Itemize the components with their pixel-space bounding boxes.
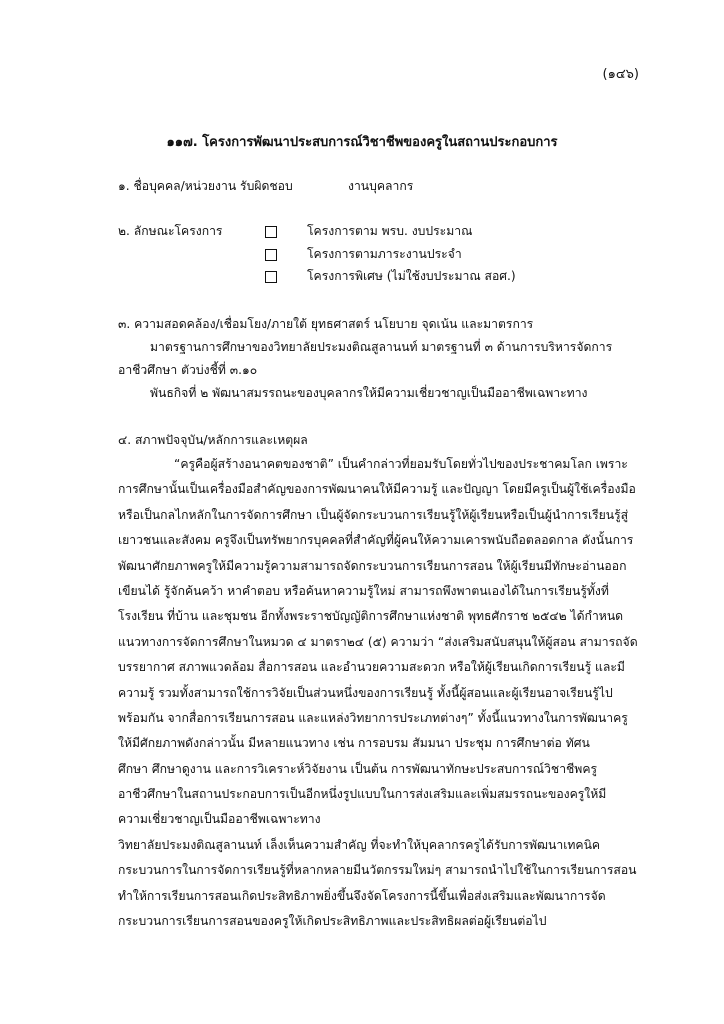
paragraph-line: เขียนได้ รู้จักค้นคว้า หาคำตอบ หรือค้นหาความรู้ใหม่ สามารถพึงพาตนเองได้ในการเรียนรู้ทั้งที่ [118, 583, 609, 598]
section-3-line-3: พันธกิจที่ ๒ พัฒนาสมรรถนะของบุคลากรให้มีความเชี่ยวชาญเป็นมืออาชีพเฉพาะทาง [150, 386, 588, 400]
paragraph-line: เยาวชนและสังคม ครูจึงเป็นทรัพยากรบุคคลที่สำคัญที่ผู้คนให้ความเคารพนับถือตลอดกาล ดังนั้นการ [118, 533, 634, 548]
section-2-label: ๒. ลักษณะโครงการ [118, 224, 223, 238]
paragraph-line: อาชีวศึกษาในสถานประกอบการเป็นอีกหนึ่งรูปแบบในการส่งเสริมและเพิ่มสมรรถนะของครูให้มี [118, 787, 607, 802]
paragraph-line: การศึกษานั้นเป็นเครื่องมือสำคัญของการพัฒนาคนให้มีความรู้ และปัญญา โดยมีครูเป็นผู้ใช้เครื่องมือ [118, 482, 636, 497]
section-3-line-2: อาชีวศึกษา ตัวบ่งชี้ที่ ๓.๑๐ [118, 363, 258, 377]
checkbox-icon [265, 249, 277, 261]
project-type-option-1 [265, 223, 472, 241]
paragraph-line: แนวทางการจัดการศึกษาในหมวด ๔ มาตรา๒๔ (๕) ความว่า “ส่งเสริมสนับสนุนให้ผู้สอน สามารถจัด [118, 634, 638, 649]
document-title: ๑๑๗. โครงการพัฒนาประสบการณ์วิชาชีพของครูในสถานประกอบการ [166, 135, 558, 150]
paragraph-line: ให้มีศักยภาพดังกล่าวนั้น มีหลายแนวทาง เช่น การอบรม สัมมนา ประชุม การศึกษาต่อ ทัศน [118, 736, 590, 751]
paragraph-line: ทำให้การเรียนการสอนเกิดประสิทธิภาพยิ่งขึ้นจึงจัดโครงการนี้ขึ้นเพื่อส่งเสริมและพัฒนาการจัด [118, 888, 606, 903]
section-1-label: ๑. ชื่อบุคคล/หน่วยงาน รับผิดชอบ [118, 179, 293, 193]
option-label: โครงการตามภาระงานประจำ [307, 247, 462, 261]
paragraph-line: ความรู้ รวมทั้งสามารถใช้การวิจัยเป็นส่วนหนึ่งของการเรียนรู้ ทั้งนี้ผู้สอนและผู้เรียนอาจเรียนรู้ไป [118, 685, 613, 700]
section-3-label: ๓. ความสอดคล้อง/เชื่อมโยง/ภายใต้ ยุทธศาสตร์ นโยบาย จุดเน้น และมาตรการ [118, 317, 534, 331]
project-type-option-3 [265, 268, 516, 286]
section-4-label: ๔. สภาพปัจจุบัน/หลักการและเหตุผล [118, 433, 308, 447]
section-1-value: งานบุคลากร [348, 179, 414, 193]
page-number: (๑๔๖) [602, 67, 639, 82]
paragraph-line: พร้อมกัน จากสื่อการเรียนการสอน และแหล่งวิทยาการประเภทต่างๆ” ทั้งนี้แนวทางในการพัฒนาครู [118, 710, 628, 725]
paragraph-line: “ครูคือผู้สร้างอนาคตของชาติ” เป็นคำกล่าวที่ยอมรับโดยทั่วไปของประชาคมโลก เพราะ [174, 457, 628, 471]
paragraph-line: กระบวนการในการจัดการเรียนรู้ที่หลากหลายมีนวัตกรรมใหม่ๆ สามารถนำไปใช้ในการเรียนการสอน [118, 863, 637, 878]
paragraph-line: ความเชี่ยวชาญเป็นมืออาชีพเฉพาะทาง [118, 812, 321, 827]
rationale-paragraph-2 [118, 833, 637, 935]
paragraph-line: บรรยากาศ สภาพแวดล้อม สื่อการสอน และอำนวยความสะดวก หรือให้ผู้เรียนเกิดการเรียนรู้ และมี [118, 660, 625, 675]
project-type-option-2 [265, 246, 462, 264]
section-3-line-1: มาตรฐานการศึกษาของวิทยาลัยประมงติณสูลานนท์ มาตรฐานที่ ๓ ด้านการบริหารจัดการ [150, 340, 613, 354]
checkbox-icon [265, 226, 277, 238]
paragraph-line: หรือเป็นกลไกหลักในการจัดการศึกษา เป็นผู้จัดกระบวนการเรียนรู้ให้ผู้เรียนหรือเป็นผู้นำการเรียนรู้สู่ [118, 507, 629, 522]
paragraph-line: กระบวนการเรียนการสอนของครูให้เกิดประสิทธิภาพและประสิทธิผลต่อผู้เรียนต่อไป [118, 914, 547, 929]
paragraph-line: วิทยาลัยประมงติณสูลานนท์ เล็งเห็นความสำคัญ ที่จะทำให้บุคลากรครูได้รับการพัฒนาเทคนิค [118, 838, 601, 852]
paragraph-line: พัฒนาศักยภาพครูให้มีความรู้ความสามารถจัดกระบวนการเรียนการสอน ให้ผู้เรียนมีทักษะอ่านออก [118, 558, 627, 573]
paragraph-line: โรงเรียน ที่บ้าน และชุมชน อีกทั้งพระราชบัญญัติการศึกษาแห่งชาติ พุทธศักราช ๒๕๔๒ ได้กำหนด [118, 609, 624, 624]
option-label: โครงการพิเศษ (ไม่ใช้งบประมาณ สอศ.) [307, 269, 516, 283]
rationale-paragraph-1 [118, 452, 638, 833]
option-label: โครงการตาม พรบ. งบประมาณ [307, 224, 473, 238]
checkbox-icon [265, 271, 277, 283]
paragraph-line: ศึกษา ศึกษาดูงาน และการวิเคราะห์วิจัยงาน เป็นต้น การพัฒนาทักษะประสบการณ์วิชาชีพครู [118, 761, 598, 776]
